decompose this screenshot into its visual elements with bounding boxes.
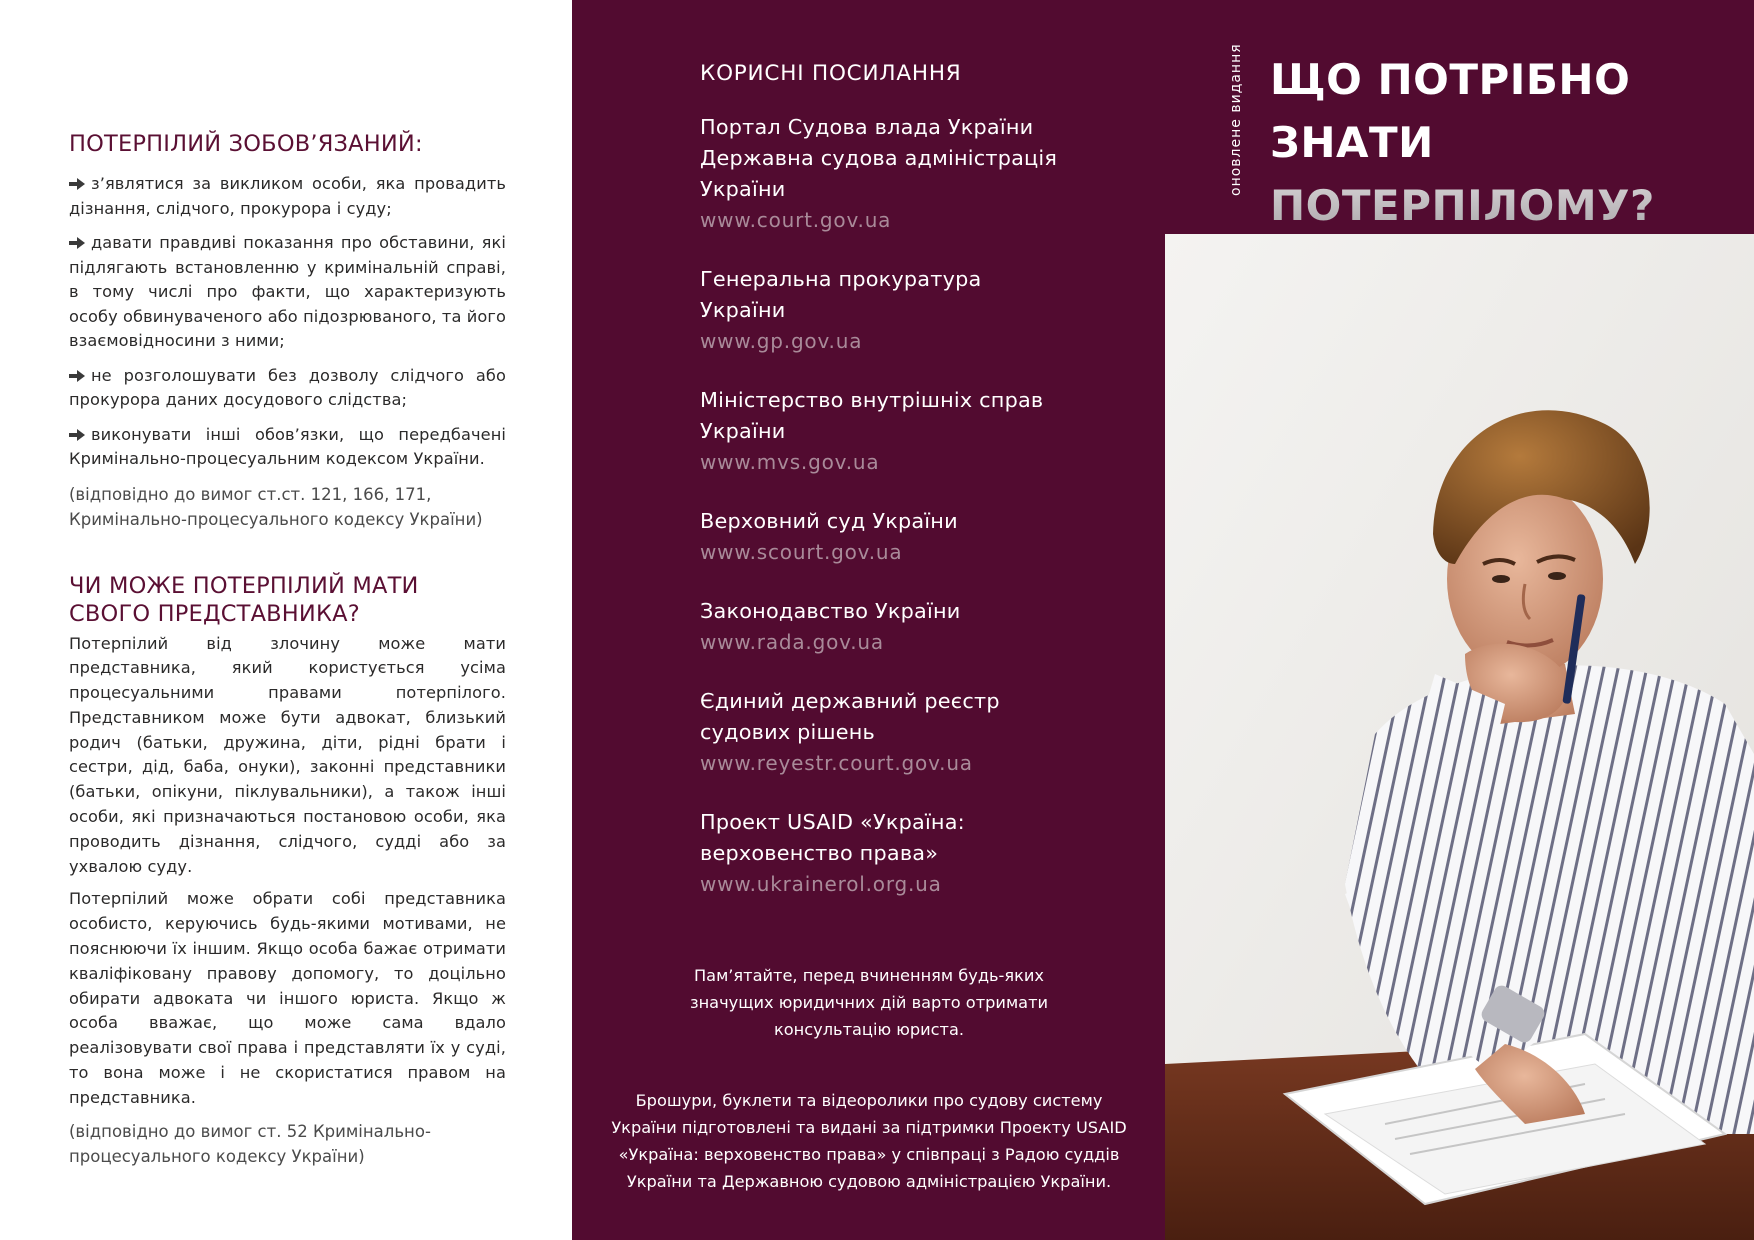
credits-line: України підготовлені та видані за підтримки Проекту USAID — [611, 1118, 1127, 1137]
duty-text: виконувати інші обов’язки, що передбачені Кримінально-процесуальним кодексом України. — [69, 424, 506, 468]
credits-line: Брошури, буклети та відеоролики про судову систему — [635, 1091, 1103, 1110]
useful-links-title: КОРИСНІ ПОСИЛАННЯ — [700, 61, 962, 86]
duties-heading: ПОТЕРПІЛИЙ ЗОБОВ’ЯЗАНИЙ: — [69, 131, 423, 157]
left-content — [69, 130, 506, 1169]
link-url[interactable]: www.gp.gov.ua — [700, 329, 863, 353]
eye — [1548, 572, 1566, 580]
link-item[interactable] — [700, 596, 1120, 658]
eye — [1492, 575, 1510, 583]
cover-title-line: ЩО ПОТРІБНО — [1270, 55, 1631, 104]
credits-line: України та Державною судовою адміністрацією України. — [626, 1172, 1112, 1191]
link-url[interactable]: www.mvs.gov.ua — [700, 450, 880, 474]
link-name: верховенство права» — [700, 841, 939, 865]
remember-line: Пам’ятайте, перед вчиненням будь-яких — [693, 966, 1045, 985]
remember-line: значущих юридичних дій варто отримати — [689, 993, 1049, 1012]
credits-line: «Україна: верховенство права» у співпраці з Радою суддів — [618, 1145, 1120, 1164]
arrow-right-icon — [69, 370, 84, 382]
cover-photo — [1165, 234, 1754, 1240]
link-url[interactable]: www.ukrainerol.org.ua — [700, 872, 942, 896]
link-name: Єдиний державний реєстр — [700, 689, 1000, 713]
duty-item — [69, 231, 506, 354]
link-url[interactable]: www.court.gov.ua — [700, 208, 892, 232]
link-url[interactable]: www.rada.gov.ua — [700, 630, 884, 654]
link-name: Міністерство внутрішніх справ — [700, 388, 1044, 412]
link-name: Проект USAID «Україна: — [700, 810, 965, 834]
cover-panel — [1165, 0, 1754, 1240]
link-item[interactable] — [700, 385, 1120, 478]
link-item[interactable] — [700, 686, 1120, 779]
remember-line: консультацію юриста. — [773, 1020, 965, 1039]
arrow-right-icon — [69, 178, 84, 190]
edition-label: оновлене видання — [1228, 43, 1244, 196]
representative-heading: ЧИ МОЖЕ ПОТЕРПІЛИЙ МАТИ СВОГО ПРЕДСТАВНИКА? — [69, 572, 419, 627]
link-name: України — [700, 177, 786, 201]
link-name: Державна судова адміністрація — [700, 146, 1058, 170]
arrow-right-icon — [69, 429, 84, 441]
useful-links-list — [700, 112, 1120, 928]
link-url[interactable]: www.reyestr.court.gov.ua — [700, 751, 973, 775]
link-name: судових рішень — [700, 720, 875, 744]
duty-text: не розголошувати без дозволу слідчого або прокурора даних досудового слідства; — [69, 365, 506, 409]
middle-panel — [572, 0, 1165, 1240]
remember-note — [612, 962, 1126, 1043]
arrow-right-icon — [69, 237, 84, 249]
duty-text: давати правдиві показання про обставини, які підлягають встановленню у кримінальній справі, в тому числі про факти, що характеризують особу обвинуваченого або підозрюваного, та його взаємовідносини з ними; — [69, 233, 506, 350]
duties-list — [69, 172, 506, 472]
duty-text: з’являтися за викликом особи, яка провадить дізнання, слідчого, прокурора і суду; — [69, 174, 506, 218]
link-item[interactable] — [700, 807, 1120, 900]
link-name: України — [700, 298, 786, 322]
link-item[interactable] — [700, 264, 1120, 357]
duty-item — [69, 423, 506, 472]
representative-paragraph: Потерпілий від злочину може мати представника, який користується усіма процесуальними правами потерпілого. Представником може бути адвокат, близький родич (батьки, дружина, діти, рідні брати і сестри, дід, баба, онуки), законні представники (батьки, опікуни, піклувальники), а також інші особи, які призначаються постановою особи, яка проводить дізнання, слідчого, судді або за ухвалою суду. — [69, 633, 506, 876]
link-item[interactable] — [700, 112, 1120, 236]
left-panel — [0, 0, 572, 1240]
representative-paragraph: Потерпілий може обрати собі представника особисто, керуючись будь-якими мотивами, не пояснюючи їх іншим. Якщо особа бажає отримати кваліфіковану правову допомогу, то доцільно обирати адвоката чи іншого юриста. Якщо ж особа вважає, що може сама вдало реалізовувати свої права і представляти їх у суді, то вона може і не скористатися правом на представника. — [69, 889, 506, 1107]
link-name: України — [700, 419, 786, 443]
cover-title — [1270, 48, 1655, 237]
man-reading-documents-illustration — [1165, 234, 1754, 1240]
duty-item — [69, 172, 506, 221]
link-name: Законодавство України — [700, 599, 961, 623]
duties-reference: (відповідно до вимог ст.ст. 121, 166, 171, Кримінально-процесуального кодексу України) — [69, 484, 483, 529]
link-url[interactable]: www.scourt.gov.ua — [700, 540, 903, 564]
link-name: Верховний суд України — [700, 509, 958, 533]
link-name: Генеральна прокуратура — [700, 267, 982, 291]
representative-reference: (відповідно до вимог ст. 52 Кримінально-процесуального кодексу України) — [69, 1121, 431, 1166]
credits-note — [602, 1087, 1136, 1195]
link-name: Портал Судова влада України — [700, 115, 1034, 139]
link-item[interactable] — [700, 506, 1120, 568]
cover-title-line: ЗНАТИ — [1270, 118, 1434, 167]
duty-item — [69, 364, 506, 413]
cover-title-line-highlight: ПОТЕРПІЛОМУ? — [1270, 174, 1655, 237]
